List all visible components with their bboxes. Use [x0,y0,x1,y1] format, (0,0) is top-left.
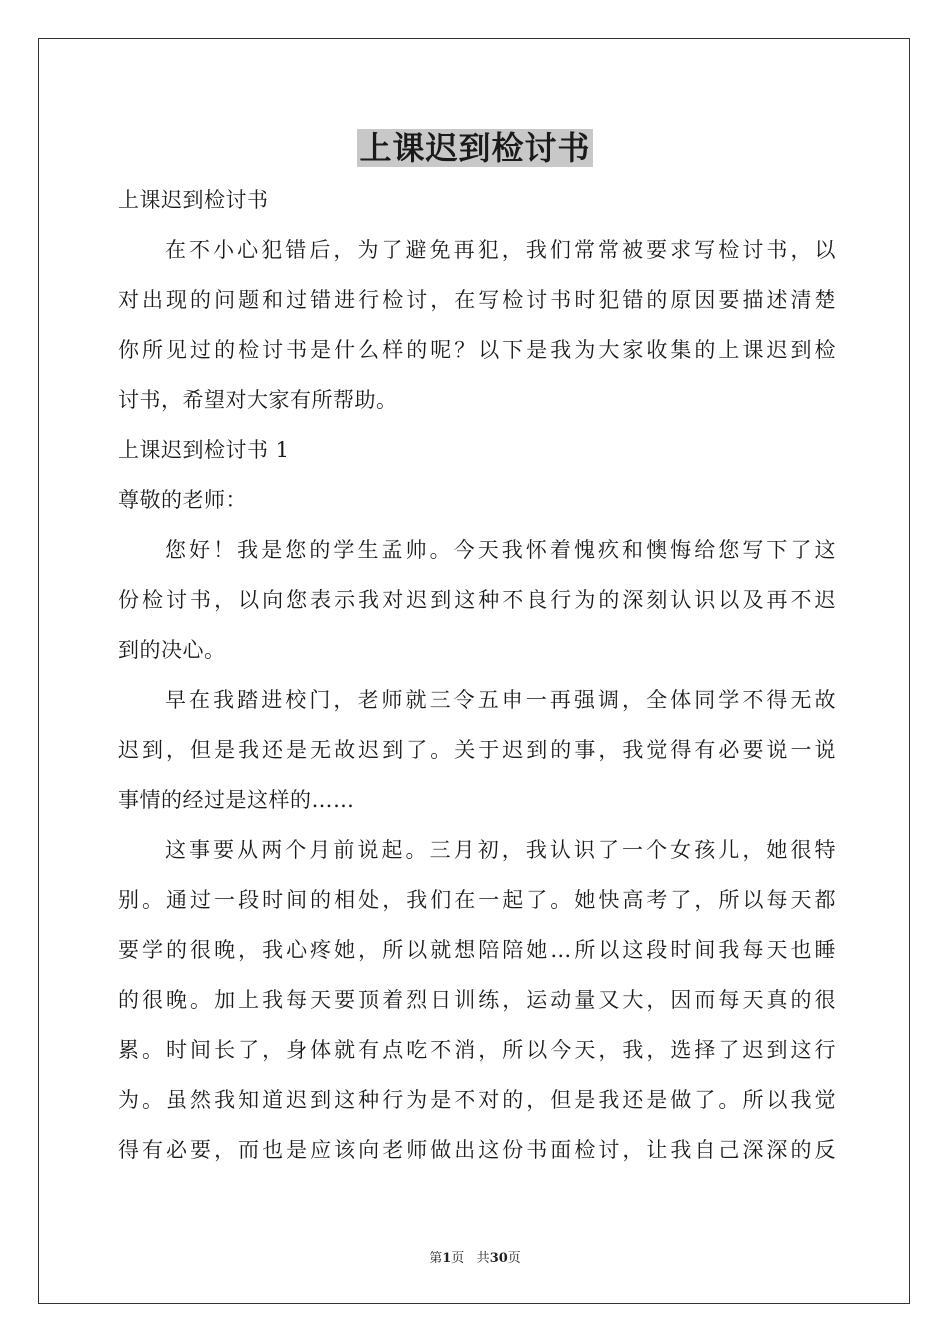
body-text-line: 为。虽然我知道迟到这种行为是不对的，但是我还是做了。所以我觉 [118,1088,836,1112]
body-text-line: 别。通过一段时间的相处，我们在一起了。她快高考了，所以每天都 [118,888,836,912]
document-body [118,175,836,1175]
body-text-line: 事情的经过是这样的…… [118,788,355,812]
page-number-suffix: 页 [451,1251,465,1266]
body-text-line: 得有必要，而也是应该向老师做出这份书面检讨，让我自己深深的反 [118,1138,836,1162]
body-text-line: 在不小心犯错后，为了避免再犯，我们常常被要求写检讨书，以 [165,238,836,262]
body-text-line: 你所见过的检讨书是什么样的呢？以下是我为大家收集的上课迟到检 [118,338,836,362]
body-text-line: 上课迟到检讨书 [118,188,269,212]
page-number-prefix: 第 [429,1251,443,1266]
page-total-suffix: 页 [507,1251,521,1266]
document-title [0,126,950,170]
body-text-line: 份检讨书，以向您表示我对迟到这种不良行为的深刻认识以及再不迟 [118,588,836,612]
body-text-line: 要学的很晚，我心疼她，所以就想陪陪她…所以这段时间我每天也睡 [118,938,836,962]
body-text-line: 上课迟到检讨书 1 [118,438,290,462]
body-text-line: 讨书，希望对大家有所帮助。 [118,388,398,412]
page-number-current: 1 [442,1251,452,1266]
body-text-line: 这事要从两个月前说起。三月初，我认识了一个女孩儿，她很特 [165,838,836,862]
page-total-count: 30 [489,1251,508,1266]
body-text-line: 您好！我是您的学生孟帅。今天我怀着愧疚和懊悔给您写下了这 [165,538,836,562]
page-total-prefix: 共 [476,1251,490,1266]
document-title-text: 上课迟到检讨书 [359,129,591,167]
body-text-line: 尊敬的老师： [118,488,247,512]
body-text-line: 到的决心。 [118,638,226,662]
body-text-line: 迟到，但是我还是无故迟到了。关于迟到的事，我觉得有必要说一说 [118,738,836,762]
body-text-line: 早在我踏进校门，老师就三令五申一再强调，全体同学不得无故 [165,688,836,712]
page-footer [0,1250,950,1268]
body-text-line: 累。时间长了，身体就有点吃不消，所以今天，我，选择了迟到这行 [118,1038,836,1062]
body-text-line: 的很晚。加上我每天要顶着烈日训练，运动量又大，因而每天真的很 [118,988,836,1012]
body-text-line: 对出现的问题和过错进行检讨，在写检讨书时犯错的原因要描述清楚 [118,288,836,312]
